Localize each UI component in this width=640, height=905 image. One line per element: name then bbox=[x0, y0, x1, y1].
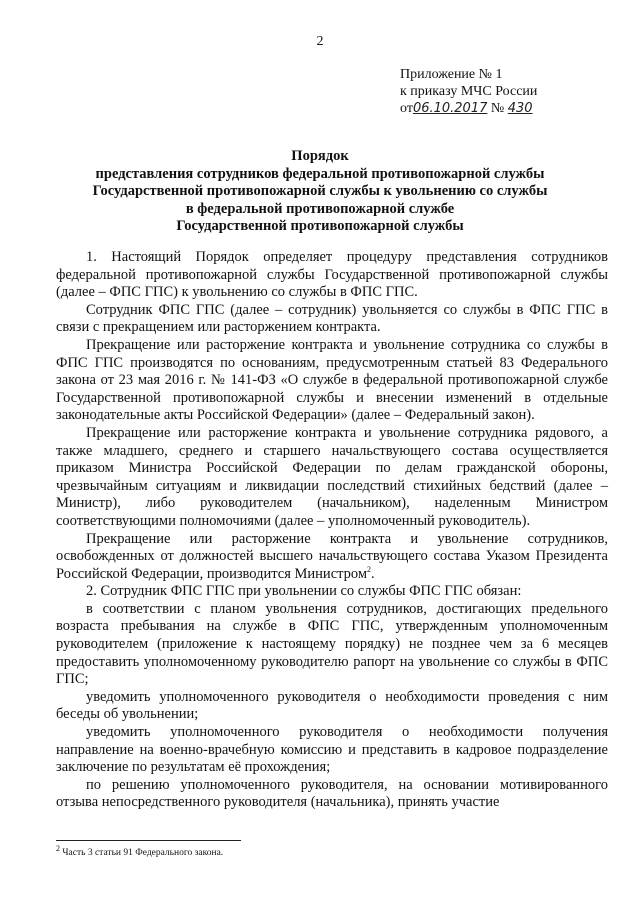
paragraph-2: Сотрудник ФПС ГПС (далее – сотрудник) увольняется со службы в ФПС ГПС в связи с прекращением или расторжением контракта. bbox=[56, 301, 608, 336]
handwritten-date: 06.10.2017 bbox=[412, 101, 488, 116]
footnote bbox=[56, 843, 606, 859]
paragraph-5-text: Прекращение или расторжение контракта и увольнение сотрудников, освобожденных от должностей высшего начальствующего состава Указом Президента Российской Федерации, производится Министром bbox=[56, 530, 608, 582]
title-line1: Порядок bbox=[291, 148, 349, 164]
appendix-line3 bbox=[400, 100, 600, 117]
title-line4: в федеральной противопожарной службе bbox=[185, 200, 455, 217]
appendix-line1: Приложение № 1 bbox=[400, 67, 503, 82]
paragraph-10: по решению уполномоченного руководителя, на основании мотивированного отзыва непосредственного руководителя (начальника), принять участие bbox=[56, 776, 608, 811]
paragraph-1: 1. Настоящий Порядок определяет процедуру представления сотрудников федеральной противопожарной службы Государственной противопожарной службы (далее – ФПС ГПС) к увольнению со службы в ФПС ГПС. bbox=[56, 249, 608, 301]
number-label: № bbox=[490, 101, 505, 116]
appendix-line2: к приказу МЧС России bbox=[400, 84, 538, 99]
paragraph-5 bbox=[56, 531, 608, 584]
paragraph-8: уведомить уполномоченного руководителя о необходимости проведения с ним беседы об увольнении; bbox=[56, 688, 608, 723]
paragraph-5-end: . bbox=[371, 565, 375, 582]
title-line5: Государственной противопожарной службы bbox=[176, 218, 464, 234]
appendix-header bbox=[400, 66, 600, 117]
document-title bbox=[40, 148, 600, 236]
footnote-text: Часть 3 статьи 91 Федерального закона. bbox=[60, 848, 224, 858]
from-label: от bbox=[400, 101, 413, 116]
title-line3: Государственной противопожарной службы к увольнению со службы bbox=[92, 183, 548, 199]
document-body bbox=[56, 249, 608, 812]
title-line2: представления сотрудников федеральной противопожарной службы bbox=[95, 165, 545, 182]
paragraph-4: Прекращение или расторжение контракта и увольнение сотрудника рядового, а также младшего, среднего и старшего начальствующего состава осуществляется приказом Министра Российской Федерации по делам гражданской обороны, чрезвычайным ситуациям и ликвидации последствий стихийных бедствий (далее – Министр), либо руководителем (начальником), наделенным Министром соответствующими полномочиями (далее – уполномоченный руководитель). bbox=[56, 424, 608, 529]
paragraph-6: 2. Сотрудник ФПС ГПС при увольнении со службы ФПС ГПС обязан: bbox=[86, 583, 522, 600]
footnote-ref: 2 bbox=[367, 564, 372, 574]
paragraph-7: в соответствии с планом увольнения сотрудников, достигающих предельного возраста пребывания на службе в ФПС ГПС, утвержденным уполномоченным руководителем (приложение к настоящему порядку) не позднее чем за 6 месяцев предоставить уполномоченному руководителю рапорт на увольнение со службы в ФПС ГПС; bbox=[56, 600, 608, 688]
handwritten-number: 430 bbox=[507, 101, 533, 116]
paragraph-9: уведомить уполномоченного руководителя о необходимости получения направление на военно-врачебную комиссию и представить в кадровое подразделение заключение по результатам её прохождения; bbox=[56, 724, 608, 776]
footnote-number: 2 bbox=[56, 843, 60, 853]
paragraph-3: Прекращение или расторжение контракта и увольнение сотрудника со службы в ФПС ГПС производятся по основаниям, предусмотренным статьей 83 Федерального закона от 23 мая 2016 г. № 141-ФЗ «О службе в федеральной противопожарной службе Государственной противопожарной службы и внесении изменений в отдельные законодательные акты Российской Федерации» (далее – Федеральный закон). bbox=[56, 336, 608, 424]
page-number: 2 bbox=[316, 34, 324, 49]
footnote-divider bbox=[56, 840, 241, 841]
